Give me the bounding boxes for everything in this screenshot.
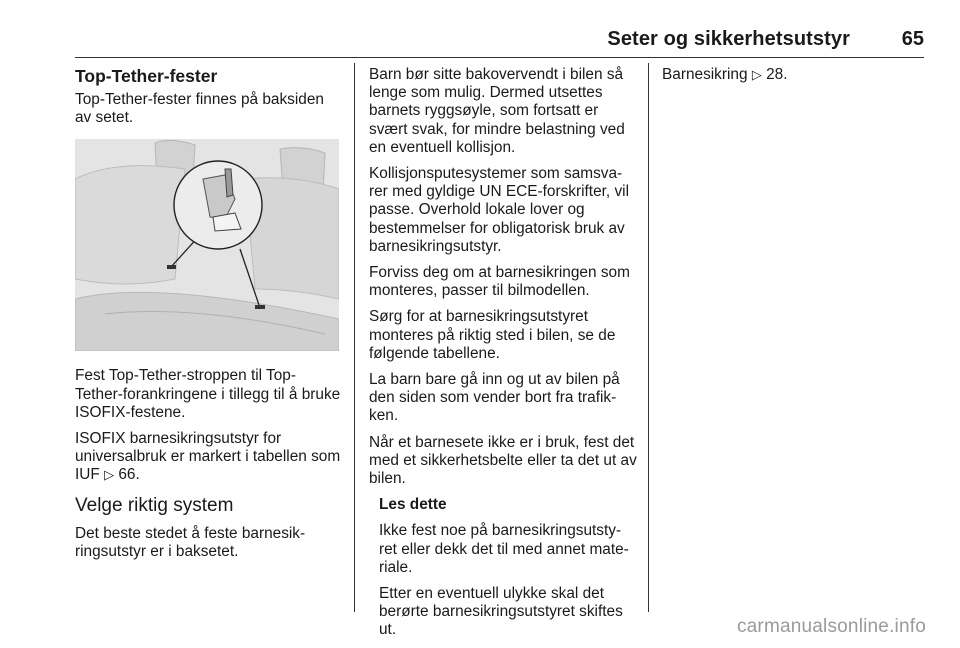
unused-seat-paragraph: Når et barnesete ikke er i bruk, fest det med et sikkerhetsbelte eller ta det ut av bilen. bbox=[369, 433, 637, 488]
column-2 bbox=[369, 66, 637, 648]
child-restraint-page-ref: 28. bbox=[766, 66, 788, 83]
note-box bbox=[369, 496, 637, 639]
note-title: Les dette bbox=[379, 496, 447, 514]
column-divider-1 bbox=[354, 63, 355, 612]
isofix-paragraph bbox=[75, 430, 343, 485]
top-tether-illustration-drawing bbox=[75, 139, 339, 351]
child-restraint-reference bbox=[662, 66, 924, 84]
isofix-page-ref: 66. bbox=[118, 466, 140, 484]
column-divider-2 bbox=[648, 63, 649, 612]
note-paragraph-2: Etter en eventuell ulykke skal det berørte barnesikringsutstyret skiftes ut. bbox=[379, 585, 623, 639]
note-paragraph-1: Ikke fest noe på barnesikringsutsty-ret eller dekk det til med annet mate-riale. bbox=[379, 522, 629, 576]
column-3 bbox=[662, 66, 924, 92]
watermark: carmanualsonline.info bbox=[736, 616, 926, 637]
reference-arrow-icon: ▷ bbox=[751, 67, 762, 82]
child-restraint-text: Barnesikring bbox=[662, 66, 748, 83]
section-heading-top-tether: Top-Tether-fester bbox=[75, 66, 218, 86]
placement-paragraph: Sørg for at barnesikringsutstyret monteres på riktig sted i bilen, se de følgende tabellene. bbox=[369, 308, 616, 362]
top-tether-illustration bbox=[75, 139, 339, 351]
page-header-title: Seter og sikkerhetsutstyr bbox=[607, 28, 850, 50]
reference-arrow-icon: ▷ bbox=[104, 467, 115, 483]
header-divider bbox=[75, 57, 924, 58]
traffic-side-paragraph: La barn bare gå inn og ut av bilen på den siden som vender bort fra trafik-ken. bbox=[369, 371, 620, 425]
isofix-text: ISOFIX barnesikringsutstyr for universalbruk er markert i tabellen som IUF bbox=[75, 430, 341, 484]
best-place-paragraph: Det beste stedet å feste barnesik-ringsutstyr er i baksetet. bbox=[75, 524, 306, 560]
intro-paragraph: Top-Tether-fester finnes på baksiden av setet. bbox=[75, 91, 324, 127]
fasten-instructions: Fest Top-Tether-stroppen til Top-Tether-forankringene i tillegg til å bruke ISOFIX-festene. bbox=[75, 367, 341, 421]
section-heading-choose-system: Velge riktig system bbox=[75, 494, 234, 516]
page-number: 65 bbox=[901, 28, 924, 50]
regulations-paragraph: Kollisjonsputesystemer som samsva-rer med gyldige UN ECE-forskrifter, vil passe. Overhold lokale lover og bestemmelser for obligatorisk bruk av barnesikringsutstyr. bbox=[369, 165, 629, 255]
rear-facing-paragraph: Barn bør sitte bakovervendt i bilen så lenge som mulig. Dermed utsettes barnets ryggsøyle, som fortsatt er svært svak, for mindre belastning ved en eventuell kollisjon. bbox=[369, 66, 625, 156]
fit-check-paragraph: Forviss deg om at barnesikringen som monteres, passer til bilmodellen. bbox=[369, 264, 630, 300]
column-1 bbox=[75, 64, 343, 569]
